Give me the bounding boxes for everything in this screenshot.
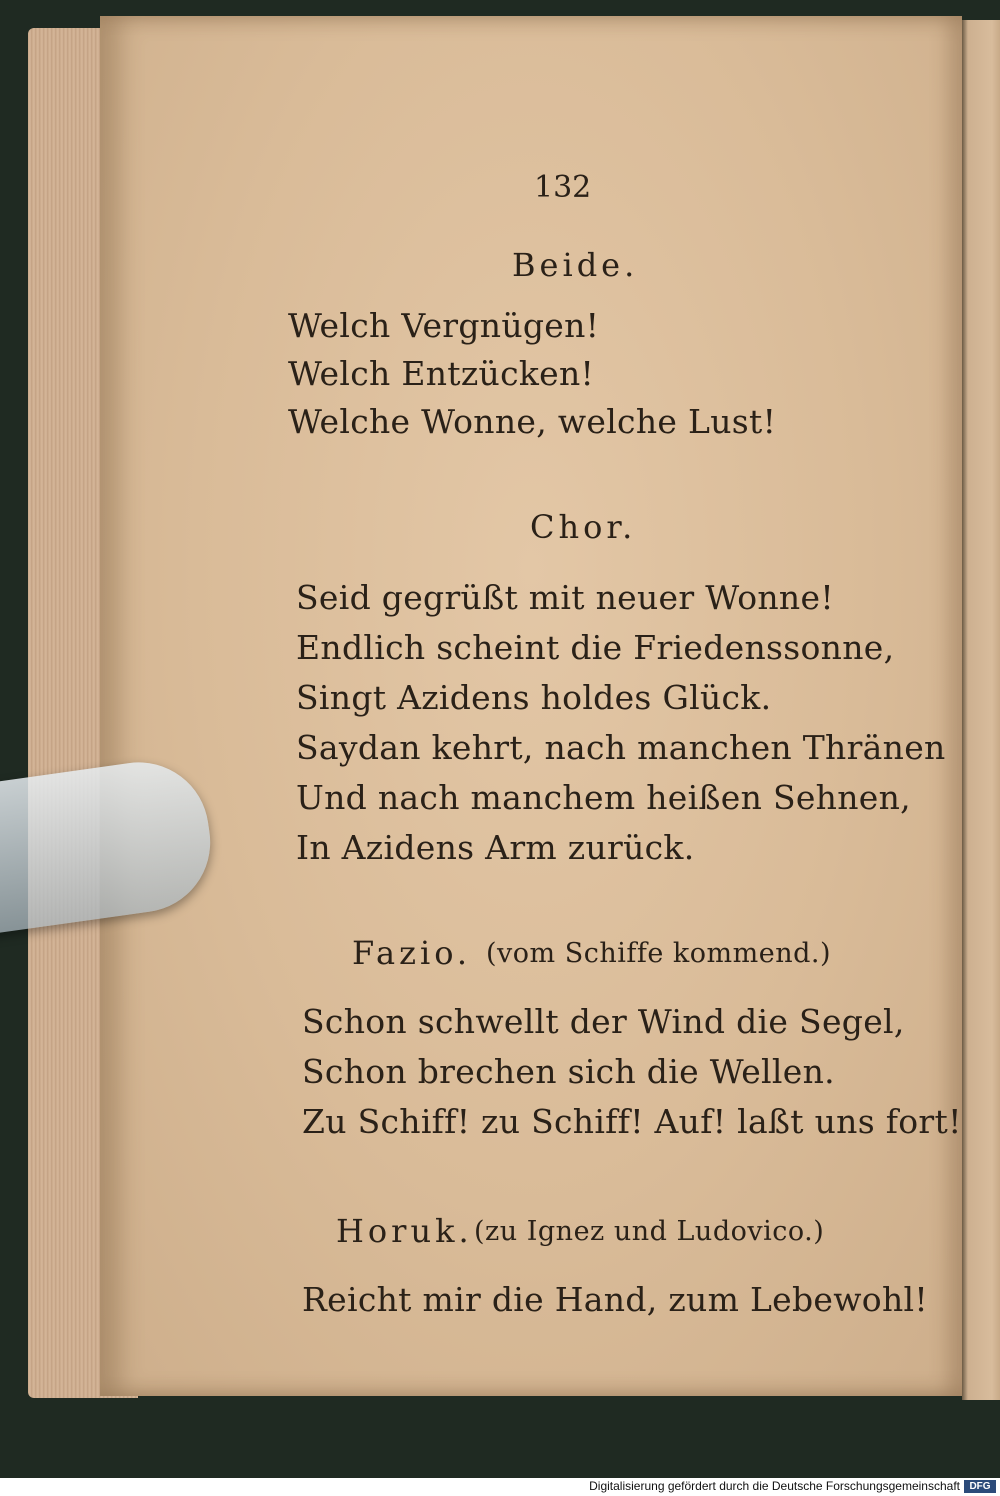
verse-line: Endlich scheint die Friedenssonne, (296, 628, 895, 667)
footer (0, 1478, 1000, 1496)
speaker-chor: Chor. (530, 508, 637, 546)
verse-line: Welch Vergnügen! (288, 306, 600, 345)
funding-notice: Digitalisierung gefördert durch die Deutsche Forschungsgemeinschaft (589, 1479, 960, 1493)
verse-line: Schon schwellt der Wind die Segel, (302, 1002, 905, 1041)
verse-line: Welch Entzücken! (288, 354, 595, 393)
verse-line: Zu Schiff! zu Schiff! Auf! laßt uns fort! (302, 1102, 962, 1141)
page-number: 132 (534, 170, 592, 205)
verse-line: In Azidens Arm zurück. (296, 828, 695, 867)
speaker-beide: Beide. (512, 246, 639, 284)
speaker-horuk: Horuk. (336, 1212, 473, 1250)
verse-line: Reicht mir die Hand, zum Lebewohl! (302, 1280, 928, 1319)
verse-line: Und nach manchem heißen Sehnen, (296, 778, 911, 817)
verse-line: Welche Wonne, welche Lust! (288, 402, 777, 441)
verse-line: Singt Azidens holdes Glück. (296, 678, 772, 717)
verse-line: Seid gegrüßt mit neuer Wonne! (296, 578, 834, 617)
facing-page-edge (962, 20, 1000, 1400)
verse-line: Schon brechen sich die Wellen. (302, 1052, 835, 1091)
stage-direction: (vom Schiffe kommend.) (486, 938, 832, 969)
speaker-fazio: Fazio. (352, 934, 472, 972)
verse-line: Saydan kehrt, nach manchen Thränen (296, 728, 946, 767)
dfg-logo: DFG (964, 1480, 996, 1493)
stage-direction: (zu Ignez und Ludovico.) (474, 1216, 825, 1247)
